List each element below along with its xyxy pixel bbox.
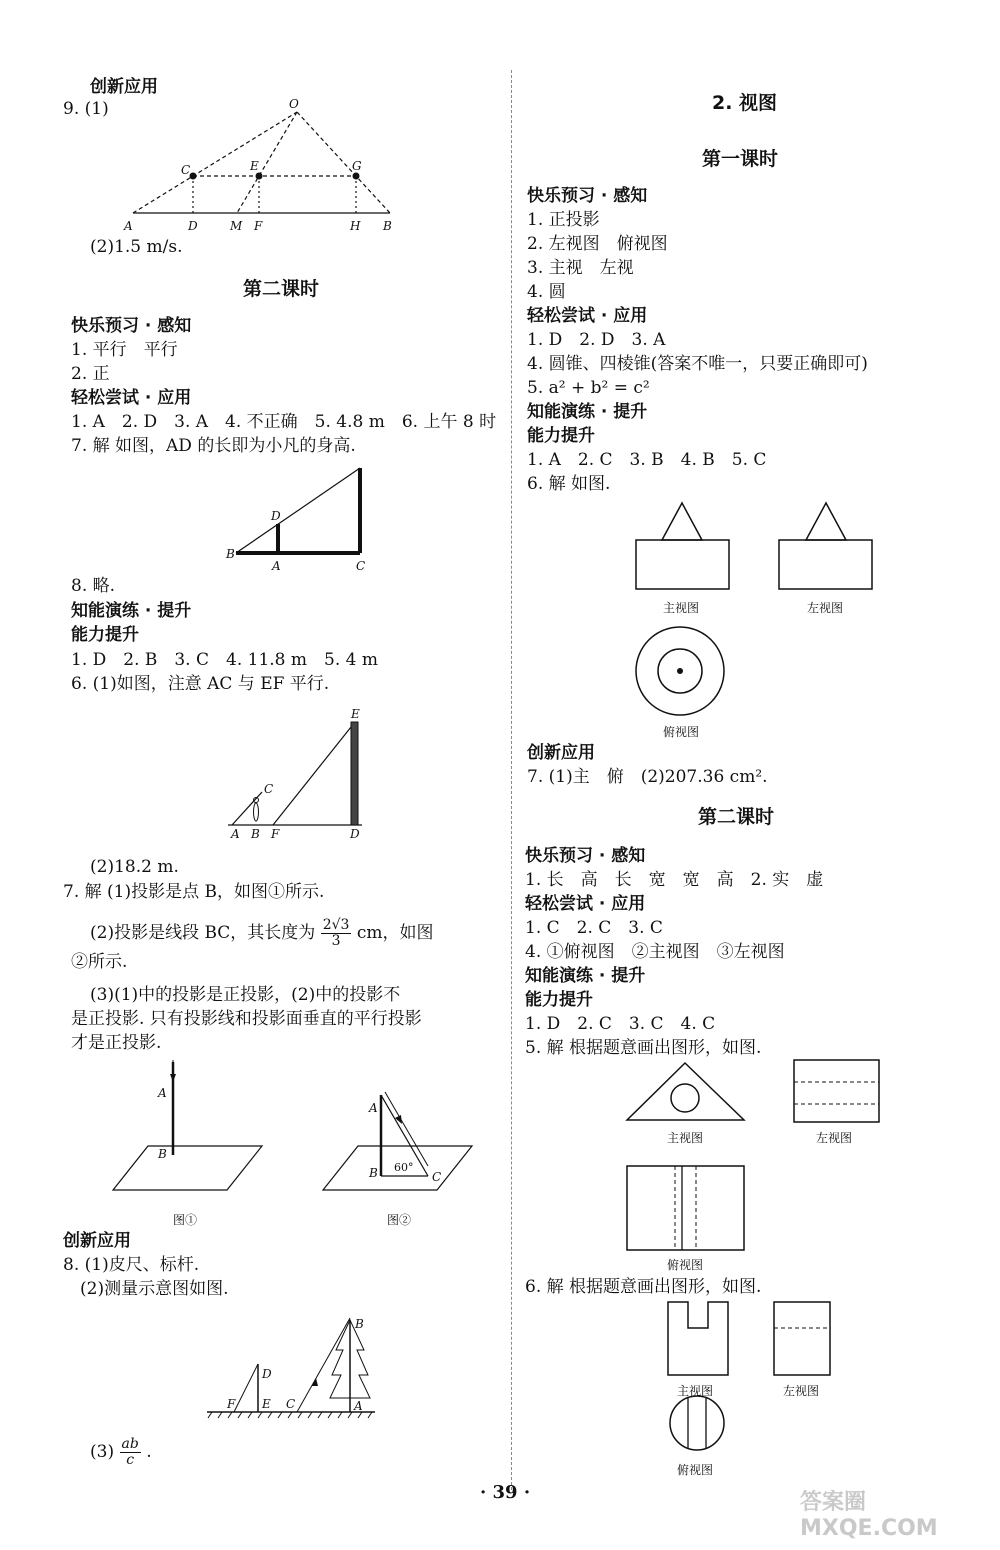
watermark-logo: 答案圈 MXQE.COM [800, 1490, 938, 1541]
preview-4: 4. 圆 [527, 282, 566, 302]
subheading-ability: 能力提升 [527, 426, 595, 446]
label-angle: 60° [394, 1161, 414, 1174]
try-2-4: 4. ①俯视图 ②主视图 ③左视图 [525, 942, 785, 962]
ability-7-3-line3: 才是正投影. [71, 1033, 162, 1053]
heading-drill: 知能演练 · 提升 [71, 601, 192, 621]
heading-innovation: 创新应用 [90, 77, 158, 97]
ability-7-1: 7. 解 (1)投影是点 B，如图①所示. [63, 882, 325, 902]
label-d: D [262, 1367, 272, 1381]
label-b: B [355, 1317, 364, 1331]
fraction-denominator: 3 [331, 933, 341, 949]
label-a: A [158, 1086, 167, 1100]
fraction-numerator: 2√3 [322, 917, 350, 933]
fraction-numerator: ab [121, 1436, 139, 1452]
caption-left-view-2: 左视图 [816, 1131, 853, 1145]
ability-1-5: 1. D 2. B 3. C 4. 11.8 m 5. 4 m [71, 650, 378, 670]
period: . [146, 1442, 152, 1462]
page-number: · 39 · [480, 1482, 531, 1503]
label-o: O [289, 97, 299, 111]
label-c: C [181, 163, 191, 177]
ability-6: 6. (1)如图，注意 AC 与 EF 平行. [71, 674, 330, 694]
innovation-8-1: 8. (1)皮尺、标杆. [63, 1255, 200, 1275]
ability-2-5: 5. 解 根据题意画出图形，如图. [525, 1038, 762, 1058]
innovation-8-3-label: (3) [90, 1442, 115, 1462]
label-d: D [271, 509, 281, 523]
caption-top-view-2: 俯视图 [667, 1258, 704, 1272]
ability-2-6: 6. 解 根据题意画出图形，如图. [525, 1277, 762, 1297]
heading-lesson-2: 第二课时 [243, 278, 320, 300]
heading-innovation: 创新应用 [527, 743, 595, 763]
try-1-3: 1. D 2. D 3. A [527, 330, 666, 350]
caption-main-view: 主视图 [663, 601, 700, 615]
caption-left-view-3: 左视图 [783, 1384, 820, 1398]
ability-7-3-line2: 是正投影. 只有投影线和投影面垂直的平行投影 [71, 1009, 422, 1029]
label-a: A [124, 219, 133, 233]
ability-7-3-line1: (3)(1)中的投影是正投影，(2)中的投影不 [90, 985, 401, 1005]
heading-preview: 快乐预习 · 感知 [527, 186, 648, 206]
heading-lesson-1: 第一课时 [702, 148, 779, 170]
try-7: 7. 解 如图，AD 的长即为小凡的身高. [71, 436, 356, 456]
label-f: F [254, 219, 263, 233]
label-b: B [251, 827, 260, 841]
subheading-ability: 能力提升 [71, 625, 139, 645]
preview-1: 1. 平行 平行 [71, 340, 178, 360]
caption-left-view: 左视图 [807, 601, 844, 615]
subheading-ability-2: 能力提升 [525, 990, 593, 1010]
heading-innovation-2: 创新应用 [63, 1231, 131, 1251]
label-b: B [226, 547, 235, 561]
caption-main-view-3: 主视图 [677, 1384, 714, 1398]
ability-7-2-text: (2)投影是线段 BC，其长度为 [90, 923, 316, 943]
heading-try-2: 轻松尝试 · 应用 [525, 894, 646, 914]
heading-try: 轻松尝试 · 应用 [527, 306, 648, 326]
caption-figure-1: 图① [173, 1213, 198, 1227]
heading-preview: 快乐预习 · 感知 [71, 316, 192, 336]
label-b: B [369, 1166, 378, 1180]
ability-6: 6. 解 如图. [527, 474, 611, 494]
try-2-1-3: 1. C 2. C 3. C [525, 918, 663, 938]
ability-1-5: 1. A 2. C 3. B 4. B 5. C [527, 450, 767, 470]
label-d: D [350, 827, 360, 841]
try-1-6: 1. A 2. D 3. A 4. 不正确 5. 4.8 m 6. 上午 8 时 [71, 412, 497, 432]
heading-section-views: 2. 视图 [712, 92, 778, 114]
label-c: C [264, 782, 274, 796]
fraction-denominator: c [126, 1452, 135, 1468]
label-c: C [286, 1397, 296, 1411]
preview-2-1: 1. 长 高 长 宽 宽 高 2. 实 虚 [525, 870, 824, 890]
label-a: A [231, 827, 240, 841]
heading-preview-2: 快乐预习 · 感知 [525, 846, 646, 866]
label-d: D [188, 219, 198, 233]
ability-2-1-4: 1. D 2. C 3. C 4. C [525, 1014, 716, 1034]
caption-top-view: 俯视图 [663, 725, 700, 739]
preview-2: 2. 左视图 俯视图 [527, 234, 668, 254]
label-a: A [354, 1399, 363, 1413]
label-e: E [250, 159, 259, 173]
label-h: H [350, 219, 361, 233]
answer-9-2: (2)1.5 m/s. [90, 237, 183, 257]
caption-top-view-3: 俯视图 [677, 1463, 714, 1477]
label-a: A [369, 1101, 378, 1115]
caption-figure-2: 图② [387, 1213, 412, 1227]
label-c: C [356, 559, 366, 573]
innovation-8-2: (2)测量示意图如图. [80, 1279, 229, 1299]
heading-drill: 知能演练 · 提升 [527, 402, 648, 422]
ability-6-2: (2)18.2 m. [90, 857, 179, 877]
preview-3: 3. 主视 左视 [527, 258, 634, 278]
preview-2: 2. 正 [71, 364, 110, 384]
label-e: E [351, 707, 360, 721]
try-8: 8. 略. [71, 576, 116, 596]
answer-9-1: 9. (1) [63, 99, 109, 119]
preview-1: 1. 正投影 [527, 210, 600, 230]
label-g: G [352, 159, 362, 173]
heading-try: 轻松尝试 · 应用 [71, 388, 192, 408]
label-e: E [262, 1397, 271, 1411]
label-m: M [230, 219, 243, 233]
innovation-7: 7. (1)主 俯 (2)207.36 cm². [527, 767, 768, 787]
label-b: B [158, 1147, 167, 1161]
label-a: A [272, 559, 281, 573]
label-c: C [432, 1170, 442, 1184]
label-f: F [271, 827, 280, 841]
try-4: 4. 圆锥、四棱锥(答案不唯一，只要正确即可) [527, 354, 868, 374]
label-b: B [383, 219, 392, 233]
label-f: F [227, 1397, 236, 1411]
caption-main-view-2: 主视图 [667, 1131, 704, 1145]
ability-7-2-tail: ②所示. [71, 952, 128, 972]
heading-lesson-2: 第二课时 [698, 806, 775, 828]
heading-drill-2: 知能演练 · 提升 [525, 966, 646, 986]
try-5: 5. a² + b² = c² [527, 378, 650, 398]
ability-7-2-unit: cm，如图 [356, 923, 434, 943]
